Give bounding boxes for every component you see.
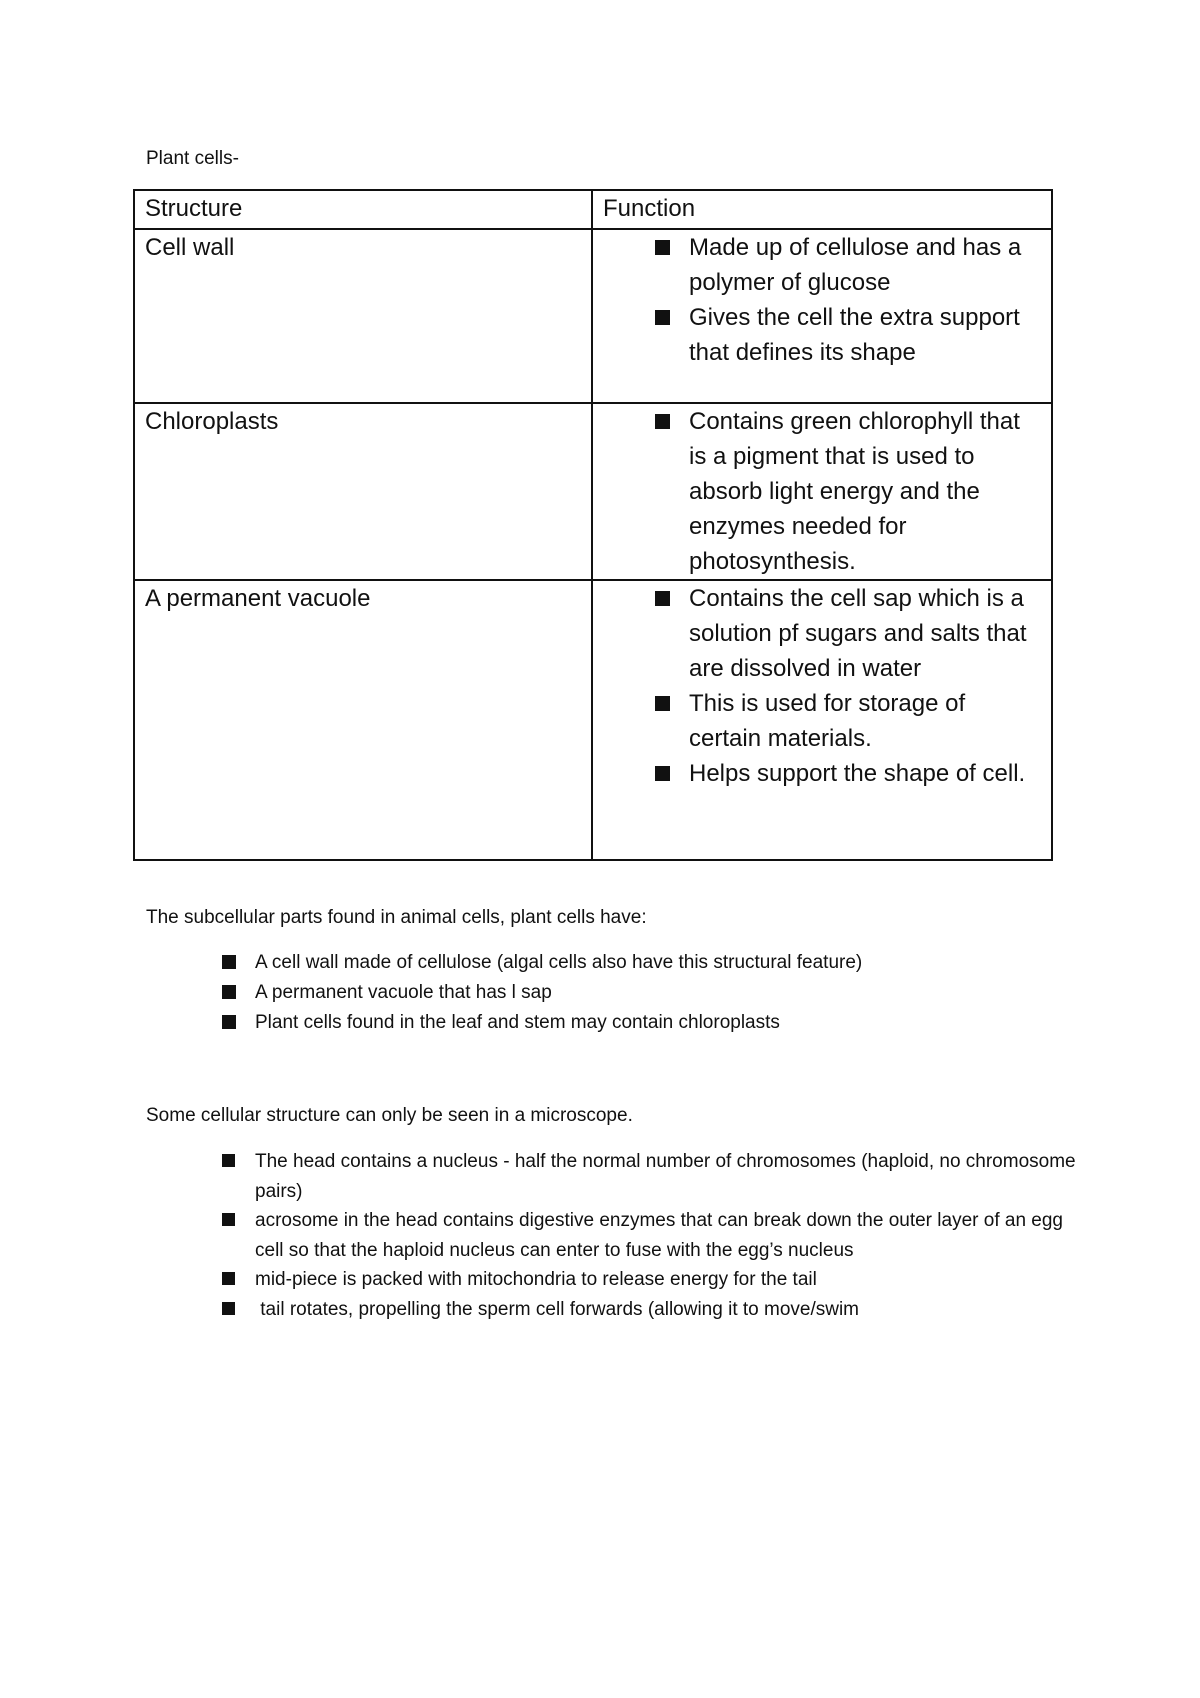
- table-row: [134, 229, 1052, 403]
- square-bullet-icon: [655, 240, 670, 255]
- list-item: [255, 1265, 1085, 1295]
- function-list: [603, 404, 1041, 579]
- function-cell: [592, 580, 1052, 860]
- function-cell: [592, 229, 1052, 403]
- function-list: [603, 581, 1041, 791]
- square-bullet-icon: [655, 591, 670, 606]
- list-item-text: mid-piece is packed with mitochondria to release energy for the tail: [255, 1269, 817, 1290]
- square-bullet-icon: [222, 1272, 235, 1285]
- function-item: [689, 686, 1041, 756]
- list-item: [255, 1206, 1085, 1265]
- square-bullet-icon: [655, 310, 670, 325]
- table-header-structure: Structure: [134, 190, 592, 229]
- table-header-row: [134, 190, 1052, 229]
- subcellular-intro: The subcellular parts found in animal cells, plant cells have:: [146, 907, 647, 928]
- square-bullet-icon: [222, 1154, 235, 1167]
- list-item-text: Plant cells found in the leaf and stem may contain chloroplasts: [255, 1012, 780, 1033]
- structure-cell: A permanent vacuole: [134, 580, 592, 860]
- function-text: Contains the cell sap which is a solution pf sugars and salts that are dissolved in water: [689, 585, 1027, 682]
- microscope-list: [255, 1147, 1085, 1324]
- list-item-text: tail rotates, propelling the sperm cell forwards (allowing it to move/swim: [255, 1298, 860, 1320]
- list-item: [255, 948, 1085, 978]
- page-heading: Plant cells-: [146, 148, 239, 169]
- function-text: Made up of cellulose and has a polymer of glucose: [689, 234, 1022, 296]
- list-item-text: acrosome in the head contains digestive enzymes that can break down the outer layer of an egg cell so that the haploid nucleus can enter to fuse with the egg’s nucleus: [255, 1210, 1063, 1261]
- structure-function-table: [133, 189, 1053, 861]
- list-item: [255, 978, 1085, 1008]
- function-item: [689, 756, 1041, 791]
- microscope-intro: Some cellular structure can only be seen in a microscope.: [146, 1105, 633, 1126]
- square-bullet-icon: [222, 955, 236, 969]
- table-row: [134, 580, 1052, 860]
- list-item: [255, 1008, 1085, 1038]
- square-bullet-icon: [222, 985, 236, 999]
- square-bullet-icon: [222, 1302, 235, 1315]
- function-list: [603, 230, 1041, 370]
- subcellular-list: [255, 948, 1085, 1038]
- list-item-text: The head contains a nucleus - half the normal number of chromosomes (haploid, no chromosome pairs): [255, 1151, 1076, 1202]
- list-item: [255, 1147, 1085, 1206]
- function-item: [689, 300, 1041, 370]
- function-cell: [592, 403, 1052, 580]
- function-text: Helps support the shape of cell.: [689, 760, 1026, 787]
- square-bullet-icon: [655, 766, 670, 781]
- table-row: [134, 403, 1052, 580]
- square-bullet-icon: [222, 1213, 235, 1226]
- function-item: [689, 230, 1041, 300]
- square-bullet-icon: [222, 1015, 236, 1029]
- function-text: Gives the cell the extra support that defines its shape: [689, 304, 1020, 366]
- square-bullet-icon: [655, 414, 670, 429]
- structure-cell: Cell wall: [134, 229, 592, 403]
- list-item-text: A permanent vacuole that has l sap: [255, 982, 552, 1003]
- structure-cell: Chloroplasts: [134, 403, 592, 580]
- function-text: This is used for storage of certain materials.: [689, 690, 966, 752]
- table-header-function: Function: [592, 190, 1052, 229]
- function-item: [689, 404, 1041, 579]
- list-item-text: A cell wall made of cellulose (algal cells also have this structural feature): [255, 952, 863, 973]
- function-item: [689, 581, 1041, 686]
- square-bullet-icon: [655, 696, 670, 711]
- list-item: [255, 1295, 1085, 1325]
- function-text: Contains green chlorophyll that is a pigment that is used to absorb light energy and the enzymes needed for photosynthesis.: [689, 408, 1020, 575]
